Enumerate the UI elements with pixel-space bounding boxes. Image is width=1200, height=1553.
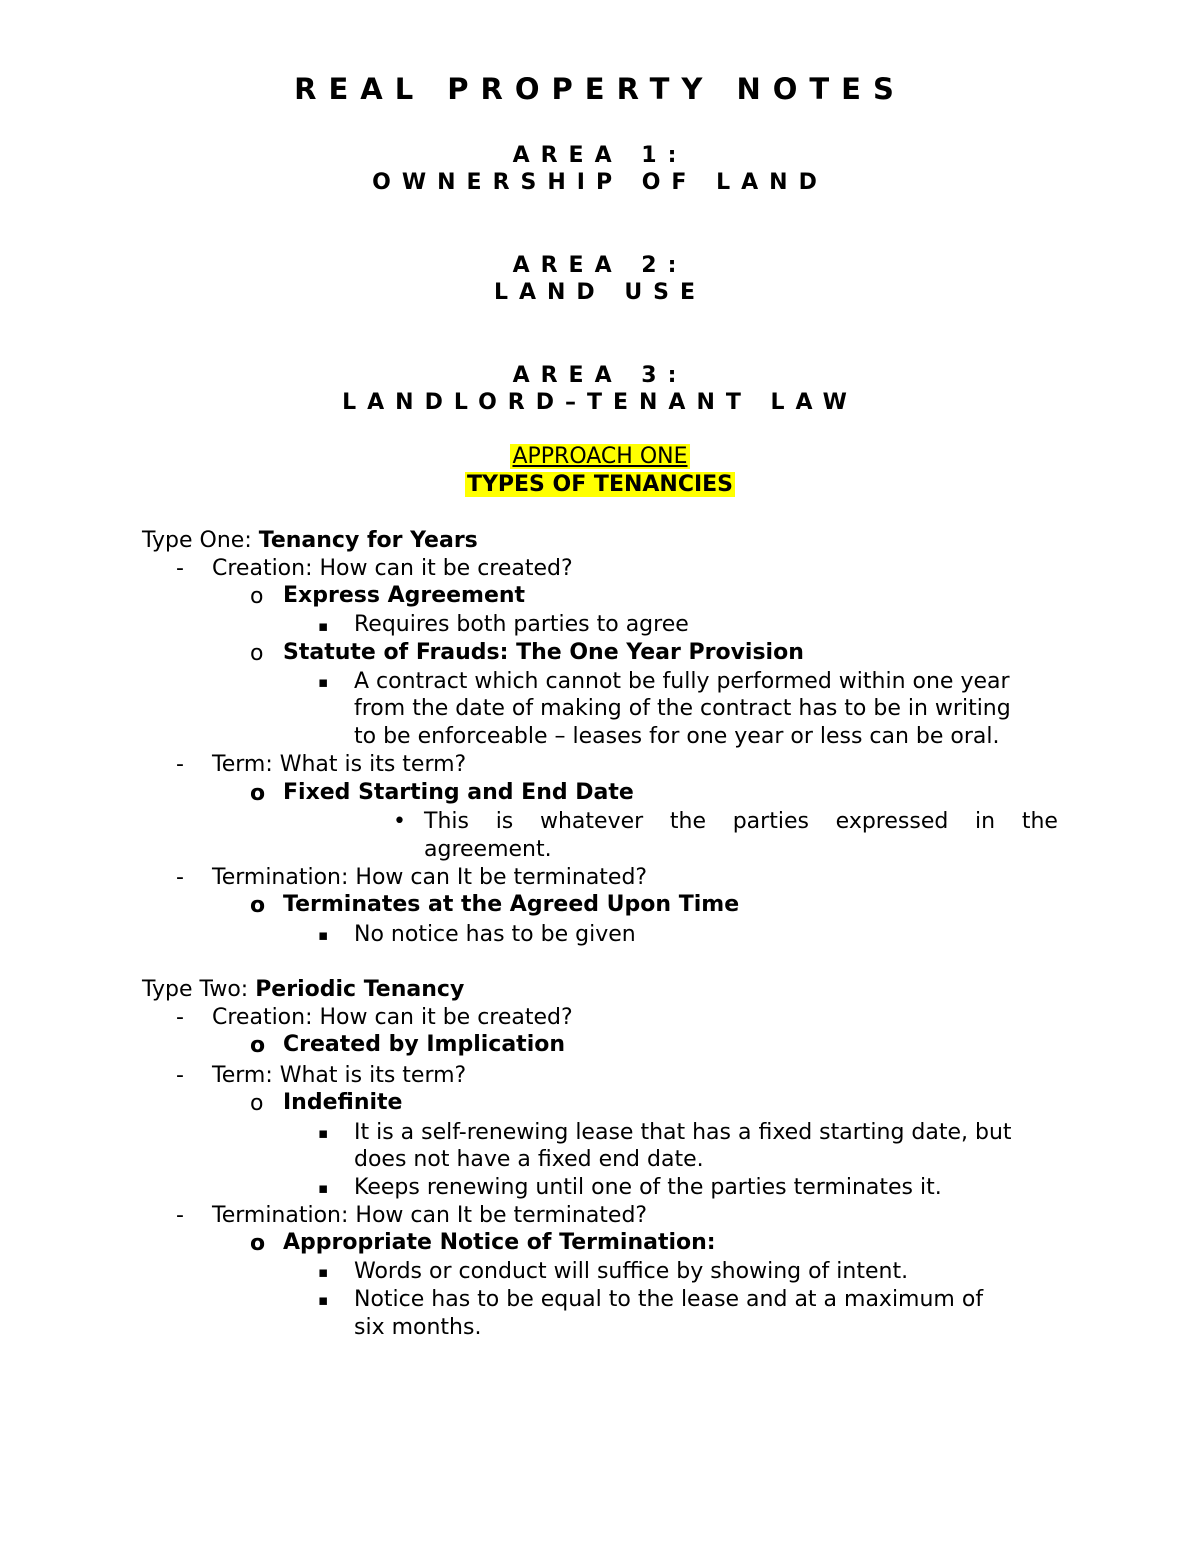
circle-bullet-icon: o (250, 1091, 264, 1116)
type-two-name: Periodic Tenancy (255, 977, 465, 1002)
area-1-name: OWNERSHIP OF LAND (372, 170, 828, 195)
square-bullet-icon: ▪ (318, 673, 329, 691)
square-bullet-icon: ▪ (318, 1179, 329, 1197)
word: whatever (539, 809, 644, 834)
square-bullet-icon: ▪ (318, 1263, 329, 1281)
circle-bullet-icon: o (250, 893, 266, 918)
type-two-indef-note-2: does not have a fixed end date. (354, 1147, 704, 1172)
area-1-number: AREA 1: (512, 143, 688, 168)
type-one-heading (142, 528, 478, 553)
type-two-notice: Appropriate Notice of Termination: (283, 1230, 716, 1255)
type-one-terminates-note: No notice has to be given (354, 922, 636, 947)
dash-marker: - (176, 752, 184, 777)
word: is (495, 809, 514, 834)
circle-bullet-icon: o (250, 1033, 266, 1058)
approach-heading-line (0, 472, 1200, 497)
square-bullet-icon: ▪ (318, 926, 329, 944)
square-bullet-icon: ▪ (318, 1124, 329, 1142)
document-title: REAL PROPERTY NOTES (294, 72, 906, 106)
type-two-indef-note-3: Keeps renewing until one of the parties terminates it. (354, 1175, 942, 1200)
type-one-prefix: Type One: (142, 528, 259, 553)
type-two-creation: Creation: How can it be created? (212, 1005, 573, 1030)
type-one-name: Tenancy for Years (258, 528, 478, 553)
area-3-number: AREA 3: (512, 363, 688, 388)
round-bullet-icon: • (393, 809, 406, 834)
type-two-heading (142, 977, 464, 1002)
word: the (1021, 809, 1058, 834)
word: expressed (835, 809, 949, 834)
type-two-notice-note-3: six months. (354, 1315, 482, 1340)
area-3-name: LANDLORD–TENANT LAW (342, 390, 858, 415)
type-one-terminates: Terminates at the Agreed Upon Time (283, 892, 740, 917)
word: in (975, 809, 996, 834)
type-one-termination: Termination: How can It be terminated? (212, 865, 648, 890)
word: the (669, 809, 706, 834)
word: This (424, 809, 469, 834)
type-one-fixed: Fixed Starting and End Date (283, 780, 634, 805)
dash-marker: - (176, 556, 184, 581)
type-two-indefinite: Indefinite (283, 1090, 403, 1115)
dash-marker: - (176, 865, 184, 890)
type-two-notice-note-2: Notice has to be equal to the lease and at a maximum of (354, 1287, 984, 1312)
type-one-fixed-note-2: agreement. (424, 837, 552, 862)
type-one-statute-note-3: to be enforceable – leases for one year or less can be oral. (354, 724, 1000, 749)
dash-marker: - (176, 1203, 184, 1228)
circle-bullet-icon: o (250, 584, 264, 609)
dash-marker: - (176, 1063, 184, 1088)
approach-label: APPROACH ONE (512, 444, 688, 469)
approach-label-line (0, 444, 1200, 469)
square-bullet-icon: ▪ (318, 1291, 329, 1309)
type-one-fixed-note-1 (424, 809, 1058, 834)
type-two-prefix: Type Two: (142, 977, 256, 1002)
type-two-notice-note-1: Words or conduct will suffice by showing of intent. (354, 1259, 909, 1284)
type-two-implication: Created by Implication (283, 1032, 566, 1057)
approach-heading: TYPES OF TENANCIES (466, 472, 734, 497)
type-one-statute: Statute of Frauds: The One Year Provision (283, 640, 804, 665)
type-one-statute-note-1: A contract which cannot be fully performed within one year (354, 669, 1010, 694)
circle-bullet-icon: o (250, 641, 264, 666)
type-one-express: Express Agreement (283, 583, 526, 608)
type-two-termination: Termination: How can It be terminated? (212, 1203, 648, 1228)
area-2-number: AREA 2: (512, 253, 688, 278)
type-one-express-note: Requires both parties to agree (354, 612, 689, 637)
square-bullet-icon: ▪ (318, 617, 329, 635)
type-two-term: Term: What is its term? (212, 1063, 467, 1088)
type-two-indef-note-1: It is a self-renewing lease that has a fixed starting date, but (354, 1120, 1012, 1145)
type-one-creation: Creation: How can it be created? (212, 556, 573, 581)
type-one-term: Term: What is its term? (212, 752, 467, 777)
circle-bullet-icon: o (250, 781, 266, 806)
type-one-statute-note-2: from the date of making of the contract has to be in writing (354, 696, 1011, 721)
dash-marker: - (176, 1005, 184, 1030)
word: parties (732, 809, 809, 834)
circle-bullet-icon: o (250, 1231, 266, 1256)
area-2-name: LAND USE (493, 280, 707, 305)
